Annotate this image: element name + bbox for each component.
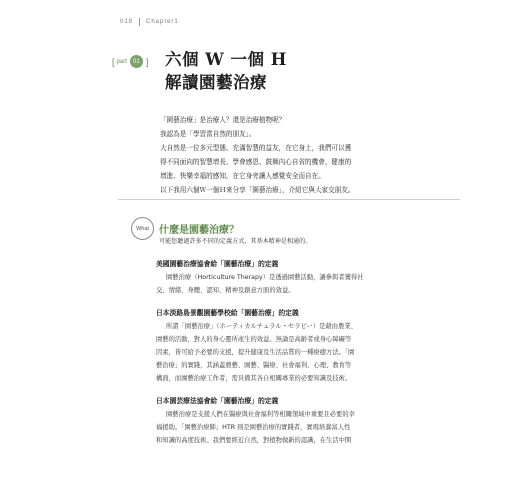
definition-line: 和知識的高度技術。我們要經近自然，對植物做新的認識，在生活中開: [156, 437, 352, 444]
chapter-label: Chapter1: [146, 19, 179, 25]
definition-line: 園藝的活動，對人的身心靈所產生的效益。無論是高齡者或身心障礙等: [156, 336, 352, 343]
intro-line: 我認為是「學習當自然的朋友」。: [160, 130, 256, 138]
intro-paragraph: [160, 113, 460, 197]
definition-line: 園藝治療是支援人們在醫療與社會福利等相關領域中重要且必要的幸: [166, 411, 355, 418]
part-label: part: [116, 58, 127, 65]
definition-line: 因素，皆可給予必要的支援，提升健康及生活品質的一種療癒方法。「園: [156, 349, 355, 356]
page-number: 018: [120, 19, 134, 25]
definition-line: 藝治療」的實踐，其涵蓋農藝、園藝、醫療、社會福利、心理、教育等: [156, 362, 352, 369]
page-header: [120, 18, 179, 26]
intro-line: 增進、快樂幸福的感知，在它身旁讓人感覺安全而自在。: [160, 172, 325, 180]
intro-line: 「園藝治療」是治療人？還是治療植物呢？: [160, 116, 286, 124]
title-line-2: 解讀園藝治療: [165, 73, 267, 92]
part-marker: [112, 55, 148, 68]
bracket-left: [: [112, 56, 115, 67]
part-number-badge: 01: [130, 55, 143, 68]
header-divider: [139, 18, 140, 26]
intro-line: 得不同面向的智慧增長、學會感恩、鼓舞內心自省的機會，健康的: [160, 158, 352, 166]
section-subtitle: 可能您聽過許多不同的定義方式，其基本精神是相通的。: [159, 238, 312, 245]
bracket-right: ]: [145, 56, 149, 67]
page-title: [165, 48, 287, 94]
definition-title: 美國園藝治療協會給「園藝治療」的定義: [156, 260, 279, 268]
definition-title: 日本園芸療法協會給「園藝治療」的定義: [156, 397, 279, 405]
definition-title: 日本淡路島景觀園藝學校給「園藝治療」的定義: [156, 309, 299, 317]
definitions: [156, 258, 456, 447]
definition-line: 構面，而園藝治療工作者，需具備其各自相關專業的必要知識及技術。: [156, 375, 352, 382]
definition-line: 園藝治療（Horticulture Therapy）是透過園藝活動，讓參與者獲得社: [166, 274, 364, 281]
definition-line: 交、情緒、身體、認知、精神及創意方面的效益。: [156, 287, 295, 294]
definition-line: 福援助。「園藝治療師」HTR 則是園藝治療的實踐者，實現培養富人性: [156, 424, 351, 431]
title-line-1: 六個 W 一個 H: [165, 50, 287, 69]
definition-line: 所謂「園藝治療」（ホーティカルチュラル・セラピー）是藉由農業、: [166, 323, 357, 330]
section-divider: [118, 199, 460, 200]
section-heading: 什麼是園藝治療？: [159, 225, 239, 236]
intro-line: 大自然是一位多元型態、充滿智慧的益友，在它身上，我們可以獲: [160, 144, 352, 152]
what-badge: What: [131, 217, 154, 240]
intro-line: 以下我用六個Ｗ一個Ｈ來分享「園藝治療」，介紹它與大家交朋友。: [160, 186, 355, 194]
